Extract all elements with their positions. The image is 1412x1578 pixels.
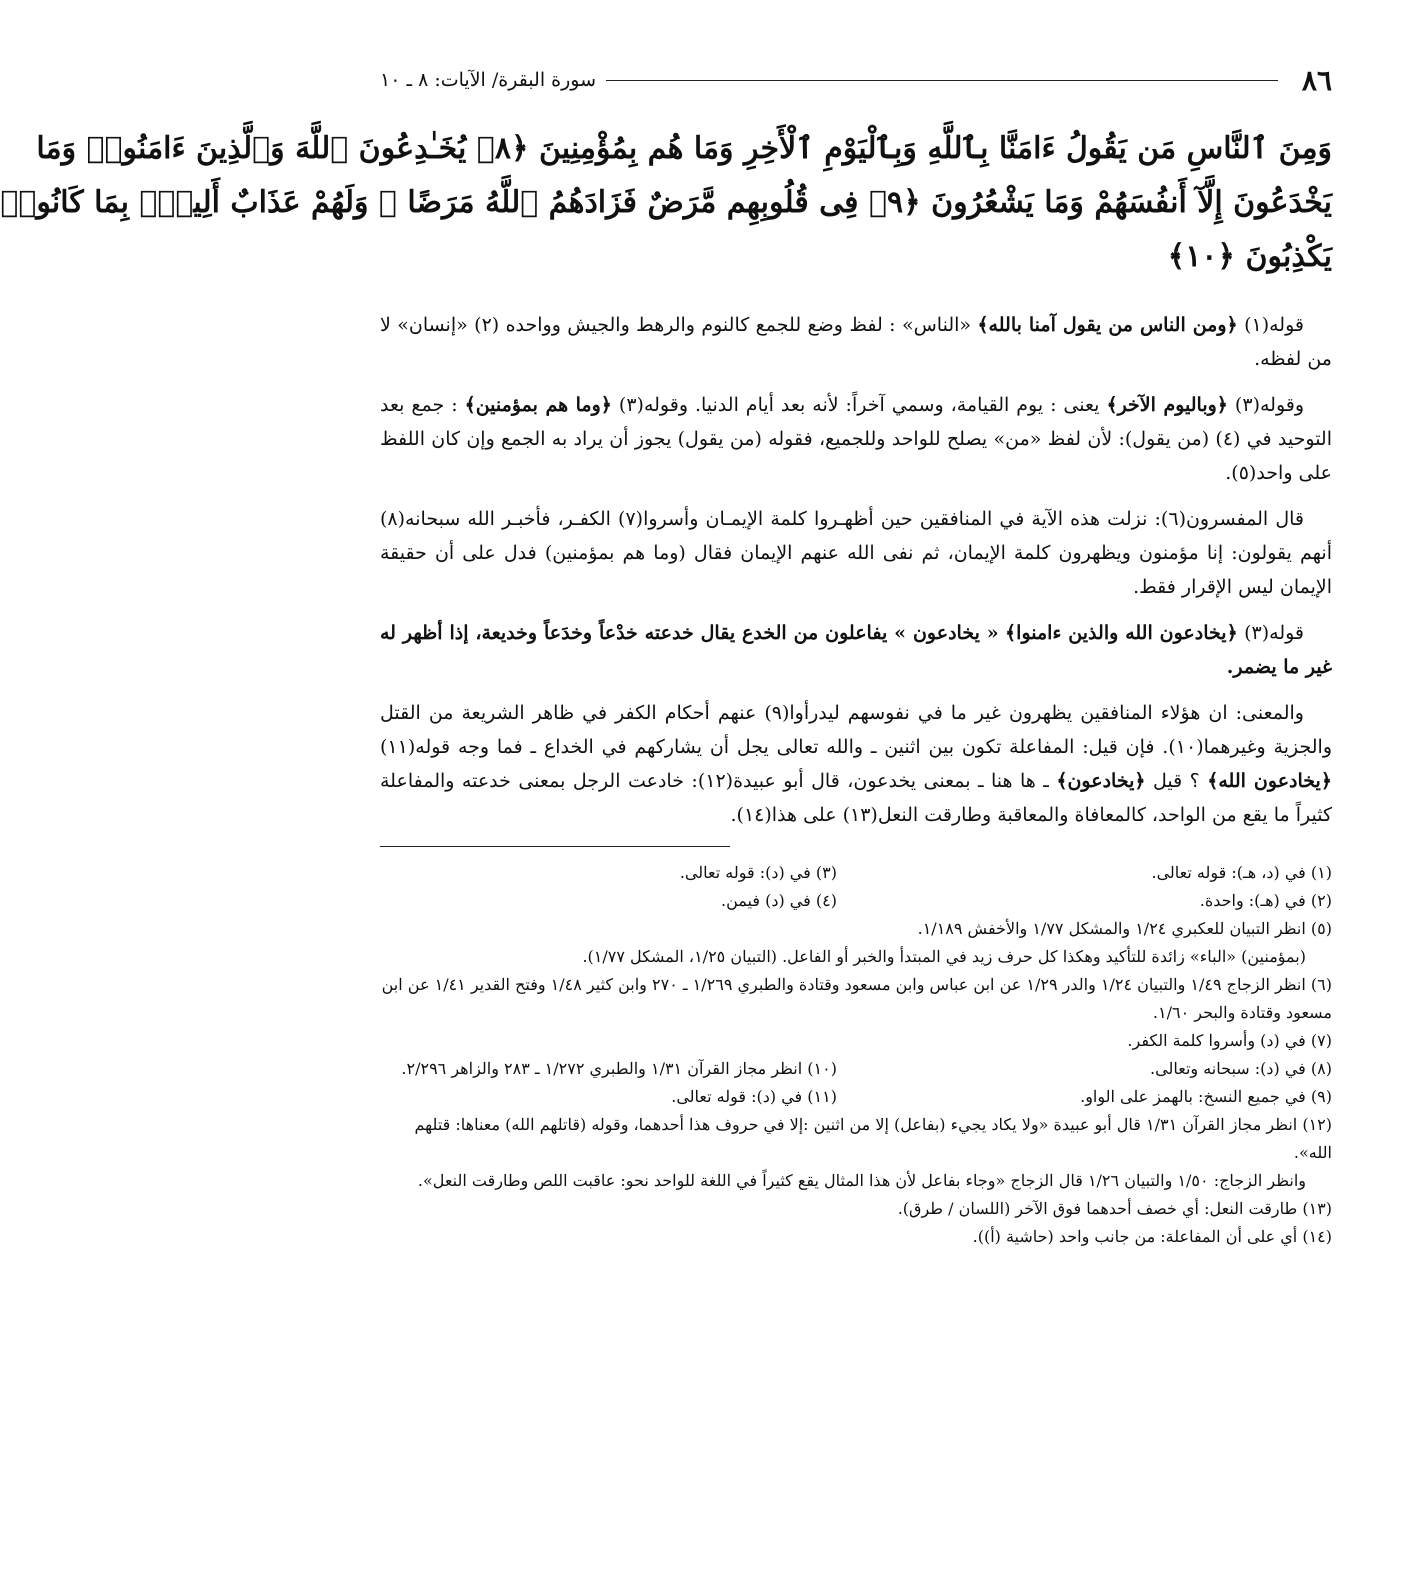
footnote: (٢) في (هـ): واحدة. [1199, 891, 1332, 910]
text-run: والمعنى: ان هؤلاء المنافقين يظهرون غير ما في نفوسهم ليدرأوا(٩) عنهم أحكام الكفر في ظاهر الشريعة من القتل والجزية وغيرهما(١٠). فإن قيل: المفاعلة تكون بين اثنين ـ والله تعالى يجل أن يشاركهم في الخداع ـ فما وجه قوله(١١) [380, 702, 1332, 758]
footnote: وانظر الزجاج: ١/٥٠ والتبيان ١/٢٦ قال الزجاج «وجاء بفاعل لأن هذا المثال يقع كثيراً في اللغة للواحد نحو: عاقبت اللص وطارقت النعل». [417, 1171, 1306, 1190]
footnote: (١١) في (د): قوله تعالى. [671, 1087, 837, 1106]
footnote: (١) في (د، هـ): قوله تعالى. [1151, 863, 1332, 882]
footnote: (٤) في (د) فيمن. [721, 891, 837, 910]
verse-line: يَكْذِبُونَ ﴿١٠﴾ [1167, 239, 1332, 274]
footnote: (٦) انظر الزجاج ١/٤٩ والتبيان ١/٢٤ والدر ١/٢٩ عن ابن عباس وابن مسعود وقتادة والطبري ١/٢٦٩ ـ ٢٧٠ وابن كثير ١/٤٨ وفتح القدير ١/٤١ عن ابن مسعود وقتادة والبحر ١/٦٠. [381, 975, 1332, 1022]
text-run: قوله(١) [1244, 314, 1304, 336]
text-run: «الناس» : لفظ وضع للجمع كالنوم والرهط والجيش وواحده (٢) «إنسان» لا من لفظه. [380, 314, 1332, 370]
paragraph [380, 696, 1332, 832]
paragraph [380, 616, 1332, 684]
footnote-rule [380, 846, 730, 847]
footnote-row [380, 1055, 1332, 1083]
text-run: ـ ها هنا ـ بمعنى يخدعون، قال أبو عبيدة(١٢): خادعت الرجل بمعنى خدعته والمفاعلة كثيراً ما يقع من الواحد، كالمعافاة والمعاقبة وطارقت النعل(١٣) على هذا(١٤). [380, 770, 1332, 826]
footnote: (١٤) أي على أن المفاعلة: من جانب واحد (حاشية (أ)). [972, 1227, 1332, 1246]
page-header [380, 60, 1332, 100]
text-run: قوله(٣) [1244, 622, 1305, 644]
paragraph [380, 388, 1332, 490]
lemma: ﴿يخادعون الله والذين ءامنوا﴾ [1005, 622, 1238, 644]
footnote: (١٠) انظر مجاز القرآن ١/٣١ والطبري ١/٢٧٢ ـ ٢٨٣ والزاهر ٢/٢٩٦. [401, 1059, 837, 1078]
footnote-row [380, 1083, 1332, 1111]
text-run: « يخادعون » يفاعلون من الخدع يقال خدعته خدْعاً وخدَعاً وخديعة، إذا أظهر له غير ما يضمر. [380, 622, 1332, 678]
quran-verses [0, 122, 1332, 284]
lemma: ﴿يخادعون﴾ [1056, 770, 1146, 792]
verse-line: وَمِنَ ٱلنَّاسِ مَن يَقُولُ ءَامَنَّا بِٱللَّهِ وَبِٱلْيَوْمِ ٱلْأَخِرِ وَمَا هُم بِمُؤْمِنِينَ ﴿٨﴾ يُخَـٰدِعُونَ ٱللَّهَ وَٱلَّذِينَ ءَامَنُوا۟ وَمَا [36, 131, 1332, 166]
footnote: (٨) في (د): سبحانه وتعالى. [1150, 1059, 1332, 1078]
commentary [380, 308, 1332, 832]
lemma: ﴿يخادعون الله﴾ [1207, 770, 1332, 792]
footnote: (٥) انظر التبيان للعكبري ١/٢٤ والمشكل ١/٧٧ والأخفش ١/١٨٩. [917, 919, 1332, 938]
page-number: ٨٦ [1301, 63, 1332, 97]
text-run: ؟ قيل [1152, 770, 1200, 792]
footnote: (٧) في (د) وأسروا كلمة الكفر. [1127, 1031, 1332, 1050]
footnote: (١٢) انظر مجاز القرآن ١/٣١ قال أبو عبيدة «ولا يكاد يجيء (بفاعل) إلا من اثنين :إلا في حروف هذا أحدهما، وقوله (قاتلهم الله) معناها: قتلهم الله». [414, 1115, 1332, 1162]
text-run: وقوله(٣) [1234, 394, 1305, 416]
footnote: (١٣) طارقت النعل: أي خصف أحدهما فوق الآخر (اللسان / طرق). [897, 1199, 1332, 1218]
footnote: (بمؤمنين) «الباء» زائدة للتأكيد وهكذا كل حرف زيد في المبتدأ والخبر أو الفاعل. (التبيان ١/٢٥، المشكل ١/٧٧). [582, 947, 1306, 966]
running-title: سورة البقرة/ الآيات: ٨ ـ ١٠ [380, 69, 597, 91]
lemma: ﴿وباليوم الآخر﴾ [1106, 394, 1228, 416]
header-rule [606, 80, 1278, 81]
lemma: ﴿ومن الناس من يقول آمنا بالله﴾ [977, 314, 1238, 336]
lemma: ﴿وما هم بمؤمنين﴾ [464, 394, 612, 416]
footnote: (٣) في (د): قوله تعالى. [679, 863, 837, 882]
footnote: (٩) في جميع النسخ: بالهمز على الواو. [1080, 1087, 1332, 1106]
footnotes [380, 859, 1332, 1251]
footnote-row [380, 859, 1332, 887]
verse-line: يَخْدَعُونَ إِلَّآ أَنفُسَهُمْ وَمَا يَشْعُرُونَ ﴿٩﴾ فِى قُلُوبِهِم مَّرَضٌ فَزَادَهُمُ ٱللَّهُ مَرَضًا ۖ وَلَهُمْ عَذَابٌ أَلِيمٌۢ بِمَا كَانُوا۟ [0, 185, 1332, 220]
paragraph [380, 308, 1332, 376]
footnote-row [380, 887, 1332, 915]
paragraph: قال المفسرون(٦): نزلت هذه الآية في المنافقين حين أظهـروا كلمة الإيمـان وأسروا(٧) الكفـر، فأخبـر الله سبحانه(٨) أنهم يقولون: إنا مؤمنون ويظهرون كلمة الإيمان، ثم نفى الله عنهم الإيمان فقال (وما هم بمؤمنين) فدل على أن حقيقة الإيمان ليس الإقرار فقط. [380, 508, 1332, 598]
text-run: يعنى : يوم القيامة، وسمي آخراً: لأنه بعد أيام الدنيا. وقوله(٣) [618, 394, 1100, 416]
book-page [0, 60, 1332, 1550]
text-run: : جمع بعد التوحيد في (٤) (من يقول): لأن لفظ «من» يصلح للواحد وللجميع، فقوله (من يقول) يجوز أن يراد به الجمع وإن كان اللفظ على واحد(٥). [380, 394, 1332, 484]
